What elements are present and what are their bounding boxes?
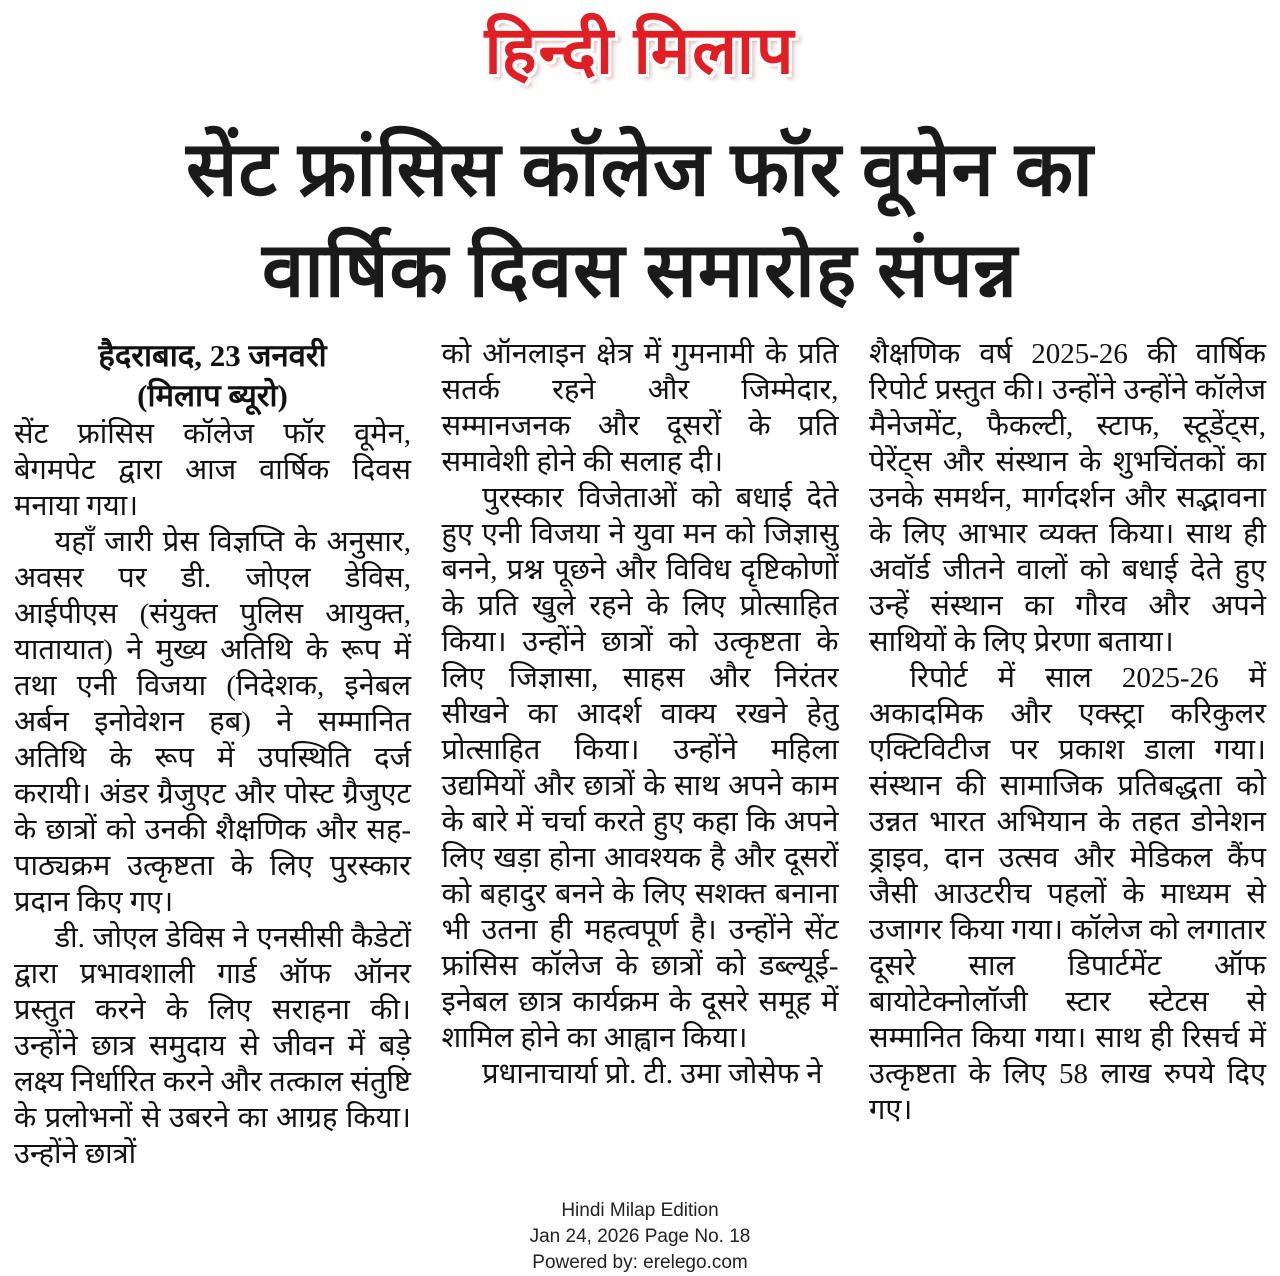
paragraph: डी. जोएल डेविस ने एनसीसी कैडेटों द्वारा प्रभावशाली गार्ड ऑफ ऑनर प्रस्तुत करने के लिए सराहना की। उन्होंने छात्र समुदाय से जीवन में बड़े लक्ष्य निर्धारित करने और तत्काल संतुष्टि के प्रलोभनों से उबरने का आग्रह किया। उन्होंने छात्रों [14,922,411,1170]
paragraph: रिपोर्ट में साल 2025-26 में अकादमिक और एक्स्ट्रा करिकुलर एक्टिविटीज पर प्रकाश डाला गया। संस्थान की सामाजिक प्रतिबद्धता को उन्नत भारत अभियान के तहत डोनेशन ड्राइव, दान उत्सव और मेडिकल कैंप जैसी आउटरीच पहलों के माध्यम से उजागर किया गया। कॉलेज को लगातार दूसरे साल डिपार्टमेंट ऑफ बायोटेक्नोलॉजी स्टार स्टेटस से सम्मानित किया गया। साथ ही रिसर्च में उत्कृष्टता के लिए 58 लाख रुपये दिए गए। [869,662,1266,1126]
paragraph: शैक्षणिक वर्ष 2025-26 की वार्षिक रिपोर्ट प्रस्तुत की। उन्होंने उन्होंने कॉलेज मैनेजमेंट, फैकल्टी, स्टाफ, स्टूडेंट्स, पेरेंट्स और संस्थान के शुभचिंतकों का उनके समर्थन, मार्गदर्शन और सद्भावना के लिए आभार व्यक्त किया। साथ ही अवॉर्ड जीतने वालों को बधाई देते हुए उन्हें संस्थान का गौरव और अपने साथियों के लिए प्रेरणा बताया। [869,338,1266,658]
headline-line-1: सेंट फ्रांसिस कॉलेज फॉर वूमेन का [186,128,1094,212]
paragraph: प्रधानाचार्या प्रो. टी. उमा जोसेफ ने [482,1058,823,1090]
page-footer [0,1198,1280,1276]
newspaper-masthead: हिन्दी मिलाप [484,15,796,88]
headline-line-2: वार्षिक दिवस समारोह संपन्न [261,229,1019,313]
footer-date-page: Jan 24, 2026 Page No. 18 [529,1226,751,1247]
dateline: हैदराबाद, 23 जनवरी [98,338,327,373]
article-column-2 [442,336,839,1172]
bureau-credit: (मिलाप ब्यूरो) [137,378,288,413]
paragraph: पुरस्कार विजेताओं को बधाई देते हुए एनी विजया ने युवा मन को जिज्ञासु बनने, प्रश्न पूछने और विविध दृष्टिकोणों के प्रति खुले रहने के लिए प्रोत्साहित किया। उन्होंने छात्रों को उत्कृष्टता के लिए जिज्ञासा, साहस और निरंतर सीखने का आदर्श वाक्य रखने हेतु प्रोत्साहित किया। उन्होंने महिला उद्यमियों और छात्रों के साथ अपने काम के बारे में चर्चा करते हुए कहा कि अपने लिए खड़ा होना आवश्यक है और दूसरों को बहादुर बनने के लिए सशक्त बनाना भी उतना ही महत्वपूर्ण है। उन्होंने सेंट फ्रांसिस कॉलेज के छात्रों को डब्ल्यूई-इनेबल छात्र कार्यक्रम के दूसरे समूह में शामिल होने का आह्वान किया। [441,482,839,1054]
paragraph: यहाँ जारी प्रेस विज्ञप्ति के अनुसार, अवसर पर डी. जोएल डेविस, आईपीएस (संयुक्त पुलिस आयुक्त, यातायात) ने मुख्य अतिथि के रूप में तथा एनी विजया (निदेशक, इनेबल अर्बन इनोवेशन हब) ने सम्मानित अतिथि के रूप में उपस्थिति दर्ज करायी। अंडर ग्रैजुएट और पोस्ट ग्रैजुएट के छात्रों को उनकी शैक्षणिक और सह-पाठ्यक्रम उत्कृष्टता के लिए पुरस्कार प्रदान किए गए। [14,526,411,918]
footer-powered-by: Powered by: erelego.com [532,1252,748,1273]
article-body [0,336,1280,1172]
paragraph: को ऑनलाइन क्षेत्र में गुमनामी के प्रति सतर्क रहने और जिम्मेदार, सम्मानजनक और दूसरों के प्रति समावेशी होने की सलाह दी। [441,338,839,478]
article-column-1 [14,336,411,1172]
footer-edition: Hindi Milap Edition [561,1200,719,1221]
article-headline [0,120,1280,322]
paragraph: सेंट फ्रांसिस कॉलेज फॉर वूमेन, बेगमपेट द्वारा आज वार्षिक दिवस मनाया गया। [14,418,411,522]
article-column-3 [869,336,1266,1172]
